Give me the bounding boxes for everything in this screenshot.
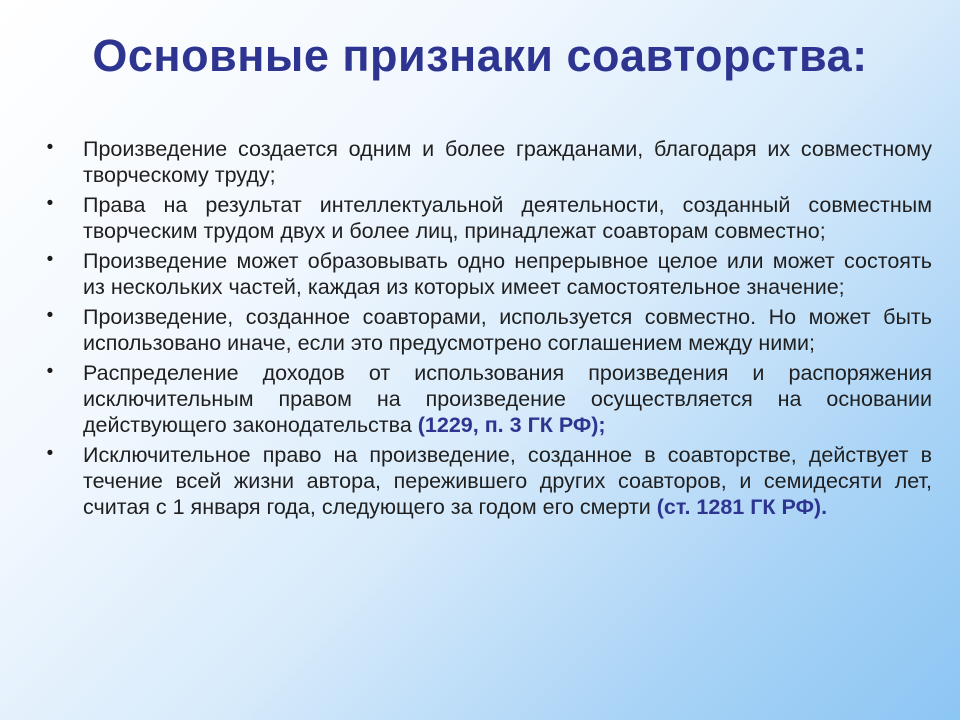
law-reference: (ст. 1281 ГК РФ).	[656, 495, 828, 519]
bullet-text: Исключительное право на произведение, созданное в соавторстве, действует в течение всей жизни автора, пережившего других соавторов, и семидесяти лет, считая с 1 января года, следующего за годом его смерти	[83, 443, 932, 519]
bullet-icon: •	[46, 193, 54, 214]
bullet-icon: •	[46, 443, 54, 464]
law-reference: (1229, п. 3 ГК РФ);	[417, 413, 606, 437]
list-item-text	[83, 360, 932, 438]
bullet-text: Произведение создается одним и более гражданами, благодаря их совместному творческому труду;	[83, 137, 932, 187]
list-item	[40, 442, 932, 520]
bullet-text: Права на результат интеллектуальной деятельности, созданный совместным творческим трудом двух и более лиц, принадлежат соавторам совместно;	[83, 193, 932, 243]
list-item	[40, 192, 932, 244]
bullet-text: Произведение, созданное соавторами, используется совместно. Но может быть использовано иначе, если это предусмотрено соглашением между ними;	[83, 305, 932, 355]
list-item	[40, 248, 932, 300]
bullet-icon: •	[46, 249, 54, 270]
bullet-text: Произведение может образовывать одно непрерывное целое или может состоять из нескольких частей, каждая из которых имеет самостоятельное значение;	[83, 249, 932, 299]
bullet-icon: •	[46, 305, 54, 326]
list-item-text	[83, 248, 932, 300]
slide-title: Основные признаки соавторства:	[92, 30, 868, 81]
bullet-list	[40, 136, 932, 524]
bullet-icon: •	[46, 137, 54, 158]
list-item	[40, 136, 932, 188]
list-item	[40, 360, 932, 438]
list-item-text	[83, 192, 932, 244]
list-item-text	[83, 304, 932, 356]
bullet-text: Распределение доходов от использования произведения и распоряжения исключительным правом на произведение осуществляется на основании действующего законодательства	[83, 361, 932, 437]
list-item-text	[83, 442, 932, 520]
list-item	[40, 304, 932, 356]
bullet-icon: •	[46, 361, 54, 382]
list-item-text	[83, 136, 932, 188]
